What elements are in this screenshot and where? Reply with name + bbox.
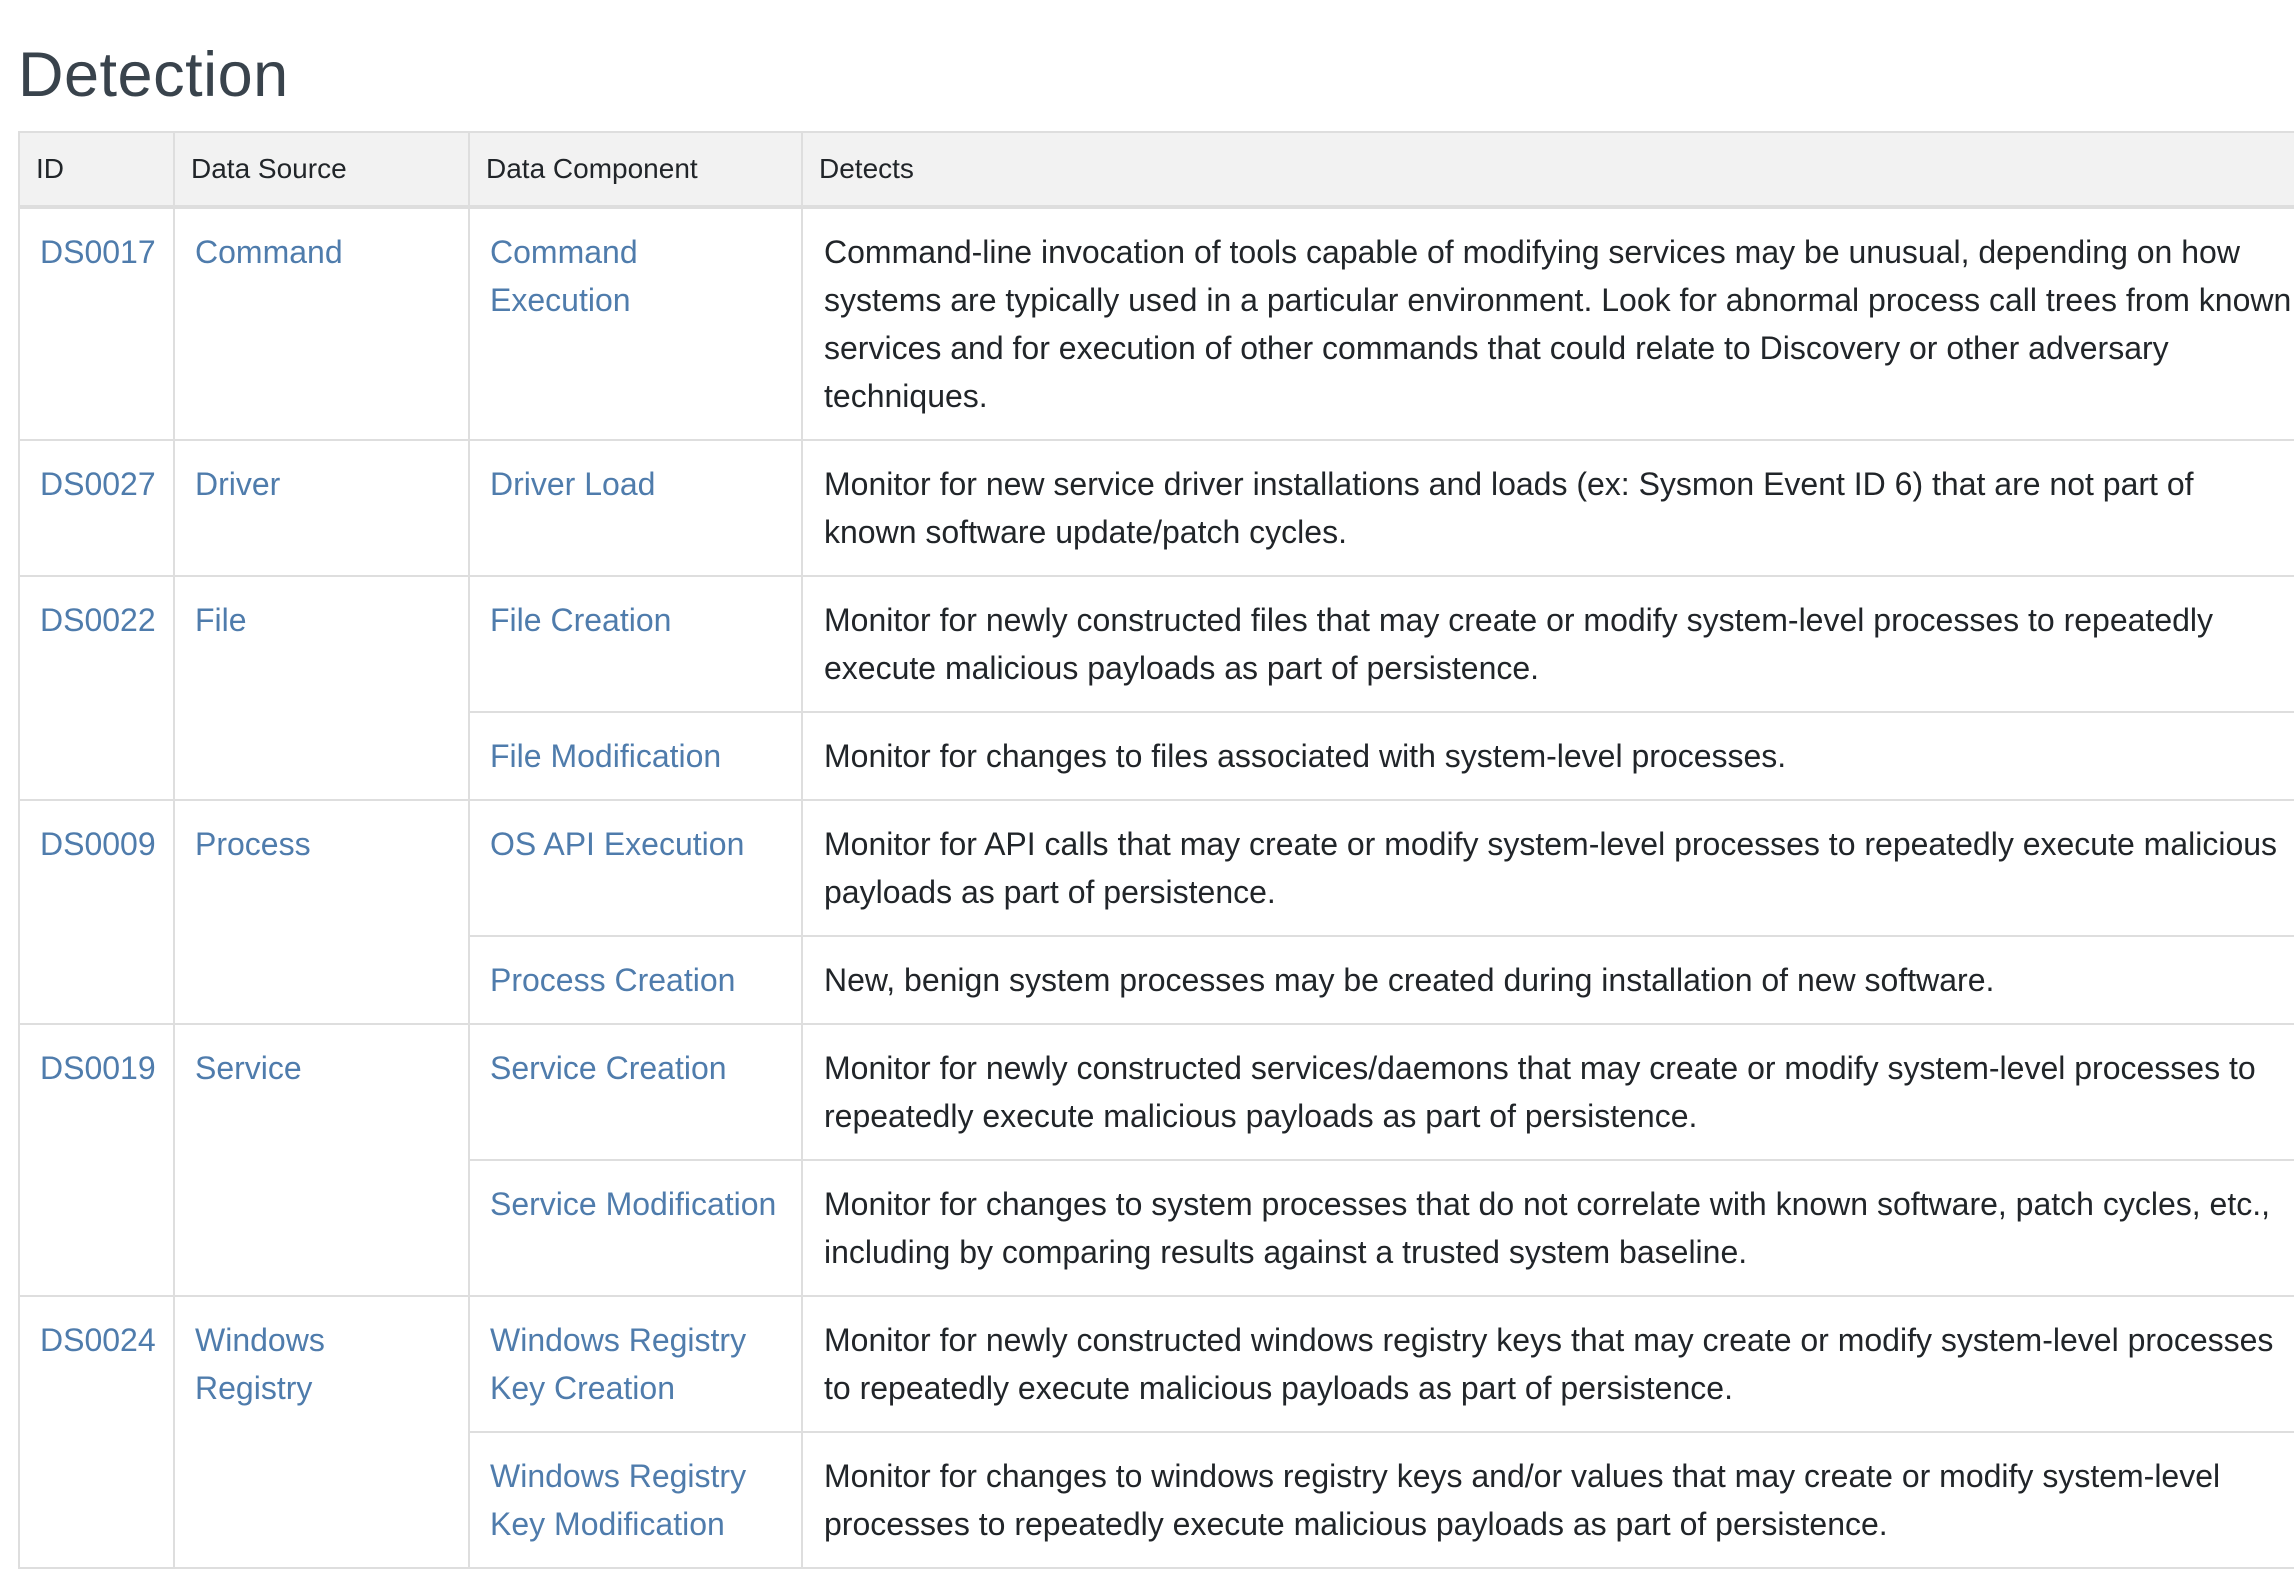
data-source-link[interactable]: Driver	[195, 466, 281, 502]
data-source-id-link[interactable]: DS0024	[40, 1322, 156, 1358]
data-source-cell	[174, 800, 469, 1024]
id-cell	[19, 800, 174, 1024]
data-source-cell	[174, 440, 469, 576]
detects-description: Monitor for newly constructed services/daemons that may create or modify system-level processes to repeatedly execute malicious payloads as part of persistence.	[802, 1024, 2294, 1160]
table-header	[19, 132, 2294, 207]
data-component-link[interactable]: Service Modification	[490, 1186, 777, 1222]
data-source-cell	[174, 1024, 469, 1296]
data-component-cell	[469, 207, 802, 440]
data-component-cell	[469, 800, 802, 936]
data-source-id-link[interactable]: DS0009	[40, 826, 156, 862]
detects-description: Monitor for API calls that may create or modify system-level processes to repeatedly execute malicious payloads as part of persistence.	[802, 800, 2294, 936]
column-header-detects: Detects	[802, 132, 2294, 207]
data-source-link[interactable]: Windows Registry	[195, 1322, 325, 1406]
data-source-cell	[174, 1296, 469, 1568]
data-component-link[interactable]: Process Creation	[490, 962, 736, 998]
detects-description: Monitor for newly constructed windows registry keys that may create or modify system-level processes to repeatedly execute malicious payloads as part of persistence.	[802, 1296, 2294, 1432]
detects-description: Monitor for new service driver installations and loads (ex: Sysmon Event ID 6) that are not part of known software update/patch cycles.	[802, 440, 2294, 576]
data-component-link[interactable]: Service Creation	[490, 1050, 727, 1086]
detects-description: Command-line invocation of tools capable of modifying services may be unusual, depending on how systems are typically used in a particular environment. Look for abnormal process call trees from known services and for execution of other commands that could relate to Discovery or other adversary techniques.	[802, 207, 2294, 440]
data-source-link[interactable]: Command	[195, 234, 343, 270]
data-component-cell	[469, 1432, 802, 1568]
data-source-id-link[interactable]: DS0027	[40, 466, 156, 502]
id-cell	[19, 576, 174, 800]
id-cell	[19, 1296, 174, 1568]
detects-description: Monitor for changes to windows registry keys and/or values that may create or modify system-level processes to repeatedly execute malicious payloads as part of persistence.	[802, 1432, 2294, 1568]
id-cell	[19, 207, 174, 440]
data-component-cell	[469, 712, 802, 800]
data-source-id-link[interactable]: DS0017	[40, 234, 156, 270]
data-source-link[interactable]: File	[195, 602, 247, 638]
detection-table	[18, 131, 2294, 1569]
data-component-cell	[469, 1024, 802, 1160]
detects-description: New, benign system processes may be created during installation of new software.	[802, 936, 2294, 1024]
data-component-cell	[469, 576, 802, 712]
table-row	[19, 1296, 2294, 1432]
table-row	[19, 800, 2294, 936]
column-header-data-source: Data Source	[174, 132, 469, 207]
data-component-cell	[469, 440, 802, 576]
table-row	[19, 1024, 2294, 1160]
id-cell	[19, 440, 174, 576]
section-title: Detection	[18, 40, 289, 110]
data-source-link[interactable]: Service	[195, 1050, 302, 1086]
header-row	[19, 132, 2294, 207]
data-component-link[interactable]: Driver Load	[490, 466, 656, 502]
data-source-cell	[174, 207, 469, 440]
data-component-cell	[469, 1296, 802, 1432]
data-component-link[interactable]: File Modification	[490, 738, 722, 774]
data-component-link[interactable]: Windows Registry Key Modification	[490, 1458, 747, 1542]
data-component-cell	[469, 936, 802, 1024]
data-component-link[interactable]: Windows Registry Key Creation	[490, 1322, 747, 1406]
data-source-link[interactable]: Process	[195, 826, 311, 862]
data-source-id-link[interactable]: DS0019	[40, 1050, 156, 1086]
detects-description: Monitor for changes to system processes that do not correlate with known software, patch cycles, etc., including by comparing results against a trusted system baseline.	[802, 1160, 2294, 1296]
table-row	[19, 576, 2294, 712]
table-body	[19, 207, 2294, 1568]
data-source-cell	[174, 576, 469, 800]
column-header-id: ID	[19, 132, 174, 207]
data-component-cell	[469, 1160, 802, 1296]
detects-description: Monitor for newly constructed files that may create or modify system-level processes to repeatedly execute malicious payloads as part of persistence.	[802, 576, 2294, 712]
table-row	[19, 207, 2294, 440]
detects-description: Monitor for changes to files associated with system-level processes.	[802, 712, 2294, 800]
data-component-link[interactable]: File Creation	[490, 602, 672, 638]
id-cell	[19, 1024, 174, 1296]
data-source-id-link[interactable]: DS0022	[40, 602, 156, 638]
table-row	[19, 440, 2294, 576]
data-component-link[interactable]: OS API Execution	[490, 826, 745, 862]
data-component-link[interactable]: Command Execution	[490, 234, 638, 318]
column-header-data-component: Data Component	[469, 132, 802, 207]
